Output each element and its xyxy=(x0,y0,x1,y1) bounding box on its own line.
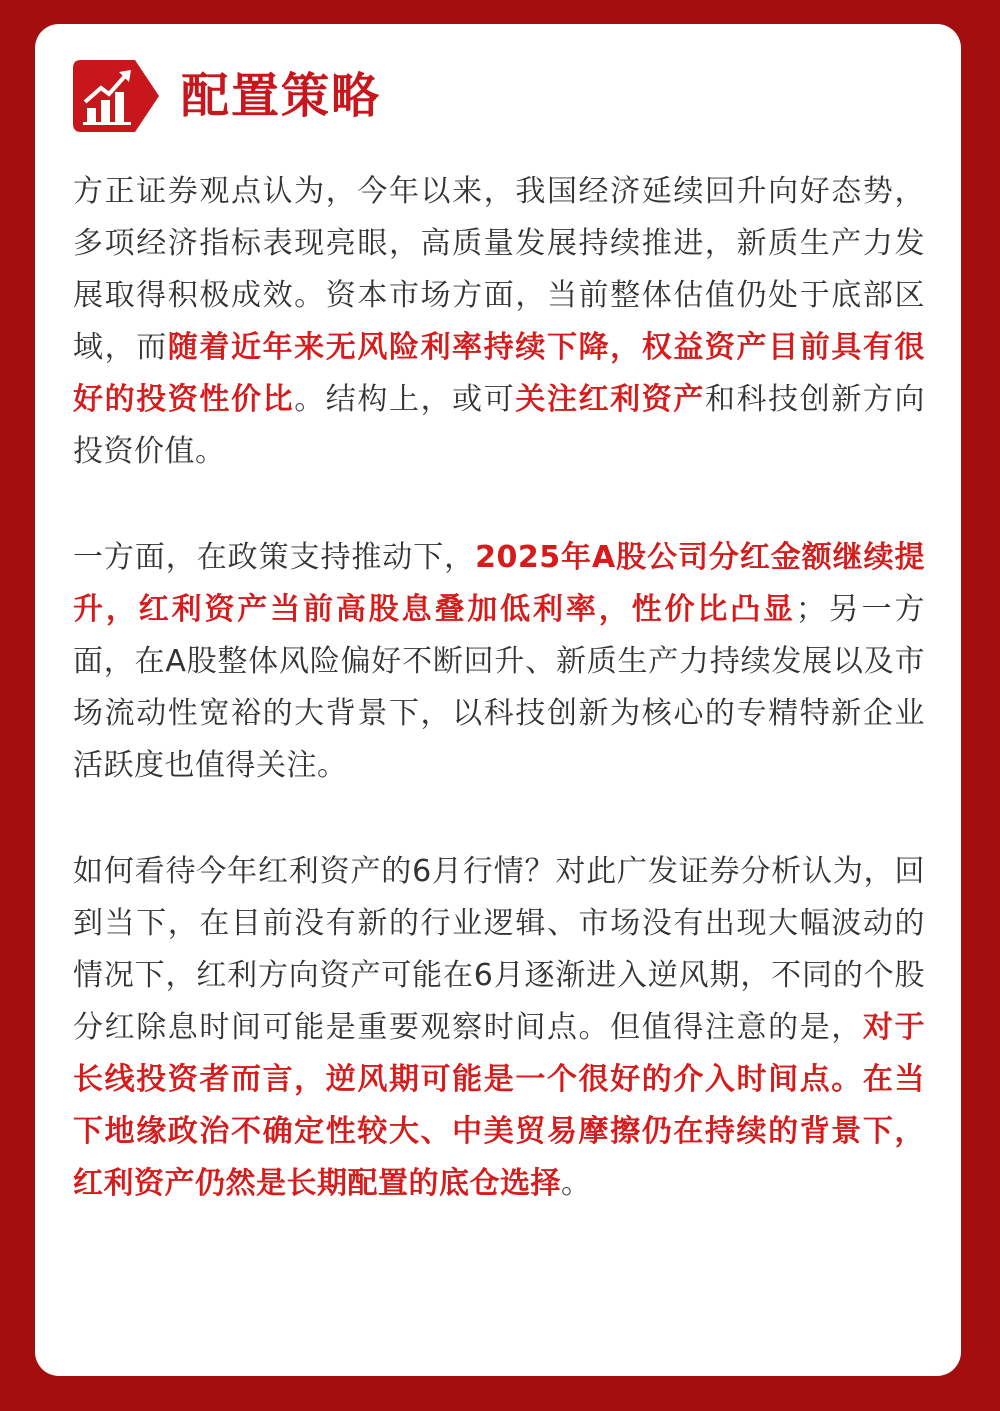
text-segment: 。结构上，或可 xyxy=(294,382,516,417)
text-segment: 。 xyxy=(561,1166,592,1201)
chart-growth-icon xyxy=(73,60,165,132)
paragraph-3 xyxy=(73,846,925,1210)
section-header xyxy=(73,60,381,132)
section-title: 配置策略 xyxy=(181,68,382,124)
text-segment: ；另一方面，在A股整体风险偏好不断回升、新质生产力持续发展以及市场流动性宽裕的大背景下，以科技创新为核心的专精特新企业活跃度也值得关注。 xyxy=(73,592,926,783)
text-segment: 一方面，在政策支持推动下， xyxy=(73,540,476,575)
highlight-segment: 关注红利资产 xyxy=(515,382,705,417)
text-segment: 如何看待今年红利资产的6月行情？对此广发证券分析认为，回到当下，在目前没有新的行业逻辑、市场没有出现大幅波动的情况下，红利方向资产可能在6月逐渐进入逆风期，不同的个股分红除息时间可能是重要观察时间点。但值得注意的是， xyxy=(73,854,925,1045)
paragraph-2 xyxy=(73,532,925,792)
paragraph-1 xyxy=(73,166,925,478)
content-card xyxy=(35,24,961,1376)
highlight-segment: 随着近年来无风险利率持续下降，权益资产目前具有很好的投资性价比 xyxy=(73,330,926,417)
highlight-segment: 2025年A股公司分红金额继续提升，红利资产当前高股息叠加低利率，性价比凸显 xyxy=(73,540,925,627)
highlight-segment: 对于长线投资者而言，逆风期可能是一个很好的介入时间点。在当下地缘政治不确定性较大、中美贸易摩擦仍在持续的背景下，红利资产仍然是长期配置的底仓选择 xyxy=(73,1010,926,1201)
article-body xyxy=(73,166,925,1264)
text-segment: 方正证券观点认为，今年以来，我国经济延续回升向好态势，多项经济指标表现亮眼，高质量发展持续推进，新质生产力发展取得积极成效。资本市场方面，当前整体估值仍处于底部区域，而 xyxy=(73,174,925,365)
text-segment: 和科技创新方向投资价值。 xyxy=(73,382,926,469)
